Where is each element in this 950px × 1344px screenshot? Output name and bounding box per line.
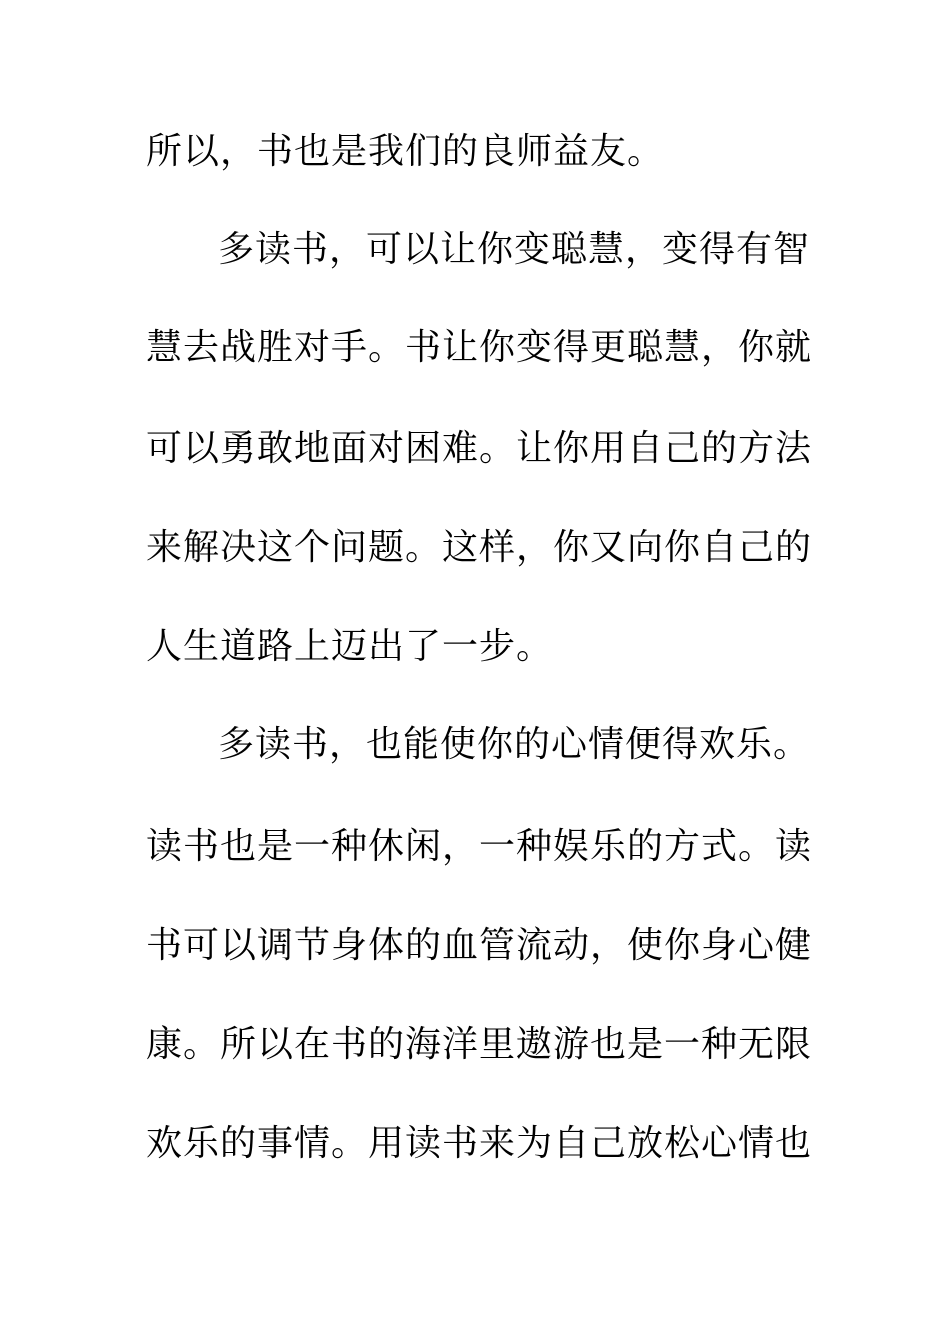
text-line: 来解决这个问题。这样，你又向你自己的 [146,527,813,568]
text-line: 可以勇敢地面对困难。让你用自己的方法 [146,428,813,469]
text-line: 欢乐的事情。用读书来为自己放松心情也 [146,1123,813,1164]
text-line: 书可以调节身体的血管流动，使你身心健 [146,925,813,966]
text-line: 康。所以在书的海洋里遨游也是一种无限 [146,1024,813,1065]
paragraph-first-line: 多读书，也能使你的心情便得欢乐。 [218,724,811,765]
text-line: 读书也是一种休闲，一种娱乐的方式。读 [146,826,813,867]
text-line: 人生道路上迈出了一步。 [146,626,554,667]
text-line: 所以，书也是我们的良师益友。 [146,131,665,172]
text-line: 慧去战胜对手。书让你变得更聪慧，你就 [146,327,813,368]
paragraph-first-line: 多读书，可以让你变聪慧，变得有智 [218,229,811,270]
